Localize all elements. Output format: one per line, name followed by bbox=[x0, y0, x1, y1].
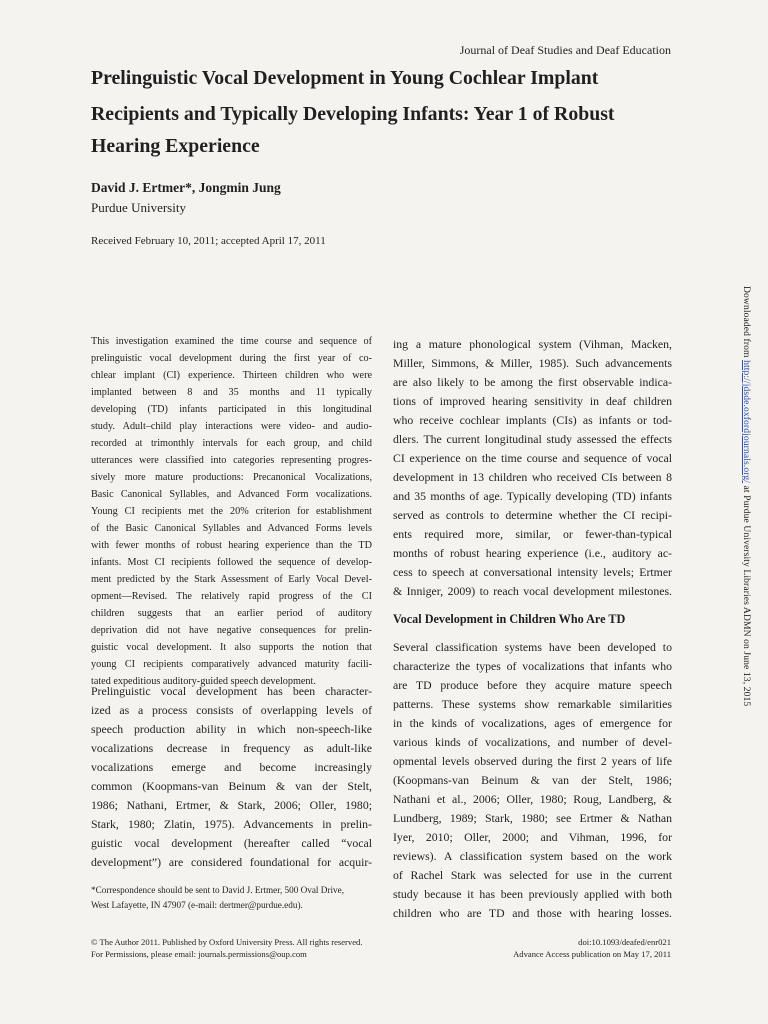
body-line: opmental levels observed during the first 2 years of life bbox=[393, 754, 672, 768]
abstract-line: This investigation examined the time course and sequence of bbox=[91, 336, 372, 347]
abstract-line: opment—Revised. The relatively rapid progress of the CI bbox=[91, 591, 372, 602]
title-line: Prelinguistic Vocal Development in Young Cochlear Implant bbox=[91, 67, 599, 89]
body-line: served as controls to determine whether the CI recipi- bbox=[393, 508, 672, 522]
abstract-line: implanted between 8 and 35 months and 11 typically bbox=[91, 387, 372, 398]
body-line: Prelinguistic vocal development has been character- bbox=[91, 684, 372, 698]
abstract-line: Young CI recipients met the 20% criterion for establishment bbox=[91, 506, 372, 517]
body-line: 1986; Nathani, Ertmer, & Stark, 2006; Oller, 1980; bbox=[91, 798, 372, 812]
body-line: months of robust hearing experience (i.e., auditory ac- bbox=[393, 546, 672, 560]
abstract-line: study. Adult–child play interactions were video- and audio- bbox=[91, 421, 372, 432]
journal-site-link[interactable]: http://jdsde.oxfordjournals.org/ bbox=[741, 360, 752, 484]
body-line: vocalizations emerge and become increasingly bbox=[91, 760, 372, 774]
body-line: ents required more, similar, or fewer-than-typical bbox=[393, 527, 672, 541]
abstract-line: prelinguistic vocal development during the first year of co- bbox=[91, 353, 372, 364]
received-date: Received February 10, 2011; accepted April 17, 2011 bbox=[91, 235, 326, 247]
body-line: ized as a process consists of overlapping levels of bbox=[91, 703, 372, 717]
body-line: cess to speech at conversational intensity levels; Ertmer bbox=[393, 565, 672, 579]
copyright-notice bbox=[91, 936, 362, 960]
body-line: Several classification systems have been developed to bbox=[393, 640, 672, 654]
journal-name: Journal of Deaf Studies and Deaf Education bbox=[459, 43, 671, 57]
footnote-line: West Lafayette, IN 47907 (e-mail: dertmer@purdue.edu). bbox=[91, 900, 303, 910]
permissions-line: For Permissions, please email: journals.permissions@oup.com bbox=[91, 949, 307, 959]
abstract-line: with fewer months of robust hearing experience than the TD bbox=[91, 540, 372, 551]
abstract-line: Basic Canonical Syllables, and Advanced Form vocalizations. bbox=[91, 489, 372, 500]
download-prefix: Downloaded from bbox=[741, 286, 752, 361]
abstract-line: utterances were classified into categories representing progres- bbox=[91, 455, 372, 466]
body-line: are TD produce before they acquire mature speech bbox=[393, 678, 672, 692]
body-line: reviews). A classification system based on the work bbox=[393, 849, 672, 863]
body-line: development in 13 children who received CIs between 8 bbox=[393, 470, 672, 484]
authors: David J. Ertmer*, Jongmin Jung bbox=[91, 180, 281, 195]
body-line: Nathani et al., 2006; Oller, 1980; Roug, Landberg, & bbox=[393, 792, 672, 806]
advance-access-line: Advance Access publication on May 17, 2011 bbox=[513, 949, 671, 959]
abstract-line: young CI recipients comparatively advanced maturity facili- bbox=[91, 659, 372, 670]
body-line: common (Koopmans-van Beinum & van der Stelt, bbox=[91, 779, 372, 793]
affiliation: Purdue University bbox=[91, 200, 186, 215]
body-line: characterize the types of vocalizations that infants who bbox=[393, 659, 672, 673]
body-line: CI experience on the time course and sequence of vocal bbox=[393, 451, 672, 465]
abstract-line: of the Basic Canonical Syllables and Advanced Forms levels bbox=[91, 523, 372, 534]
body-line: (Koopmans-van Beinum & van der Stelt, 1986; bbox=[393, 773, 672, 787]
body-line: dlers. The current longitudinal study assessed the effects bbox=[393, 432, 672, 446]
download-side-note bbox=[741, 286, 752, 706]
body-line: patterns. These systems show remarkable similarities bbox=[393, 697, 672, 711]
abstract-line: infants. Most CI recipients followed the sequence of develop- bbox=[91, 557, 372, 568]
body-line: Lundberg, 1989; Stark, 1980; see Ertmer & Nathan bbox=[393, 811, 672, 825]
section-heading: Vocal Development in Children Who Are TD bbox=[393, 612, 626, 626]
body-line: development”) are considered foundational for acquir- bbox=[91, 855, 372, 869]
abstract-line: deprivation did not have negative consequences for prelin- bbox=[91, 625, 372, 636]
abstract-line: tated expeditious auditory-guided speech development. bbox=[91, 676, 316, 687]
footnote-line: *Correspondence should be sent to David J. Ertmer, 500 Oval Drive, bbox=[91, 885, 344, 895]
doi-block bbox=[513, 936, 671, 960]
body-line: in the kinds of vocalizations, ages of emergence for bbox=[393, 716, 672, 730]
doi-line: doi:10.1093/deafed/enr021 bbox=[578, 937, 671, 947]
body-line: who receive cochlear implants (CIs) as infants or tod- bbox=[393, 413, 672, 427]
body-line: Iyer, 2010; Oller, 2000; and Vihman, 1996, for bbox=[393, 830, 672, 844]
body-line: ing a mature phonological system (Vihman, Macken, bbox=[393, 337, 672, 351]
abstract-line: recorded at trimonthly intervals for each group, and child bbox=[91, 438, 372, 449]
body-line: speech production ability in which non-speech-like bbox=[91, 722, 372, 736]
abstract-line: children suggests that an earlier period of auditory bbox=[91, 608, 372, 619]
abstract-line: sively more mature productions: Precanonical Vocalizations, bbox=[91, 472, 372, 483]
body-line: children who are TD and those with hearing losses. bbox=[393, 906, 672, 920]
title-line: Hearing Experience bbox=[91, 135, 260, 157]
download-suffix: at Purdue University Libraries ADMN on June 13, 2015 bbox=[741, 483, 752, 707]
abstract-line: developing (TD) infants participated in this longitudinal bbox=[91, 404, 372, 415]
body-line: Miller, Simmons, & Miller, 1985). Such advancements bbox=[393, 356, 672, 370]
body-line: & Inniger, 2009) to reach vocal development milestones. bbox=[393, 584, 672, 598]
body-line: and 35 months of age. Typically developing (TD) infants bbox=[393, 489, 672, 503]
body-line: guistic vocal development (hereafter called “vocal bbox=[91, 836, 372, 850]
abstract-line: chlear implant (CI) experience. Thirteen children who were bbox=[91, 370, 372, 381]
abstract-line: ment predicted by the Stark Assessment of Early Vocal Devel- bbox=[91, 574, 372, 585]
body-line: study because it has been previously applied with both bbox=[393, 887, 672, 901]
body-line: vocalizations decrease in frequency as adult-like bbox=[91, 741, 372, 755]
body-line: are also likely to be among the first observable indica- bbox=[393, 375, 672, 389]
body-line: of Rachel Stark was selected for use in the current bbox=[393, 868, 672, 882]
body-line: various kinds of vocalizations, and number of devel- bbox=[393, 735, 672, 749]
title-line: Recipients and Typically Developing Infants: Year 1 of Robust bbox=[91, 103, 615, 125]
body-line: tions of improved hearing sensitivity in deaf children bbox=[393, 394, 672, 408]
body-line: Stark, 1980; Zlatin, 1975). Advancements in prelin- bbox=[91, 817, 372, 831]
abstract-line: guistic vocal development. It also supports the notion that bbox=[91, 642, 372, 653]
copyright-line: © The Author 2011. Published by Oxford University Press. All rights reserved. bbox=[91, 937, 363, 947]
